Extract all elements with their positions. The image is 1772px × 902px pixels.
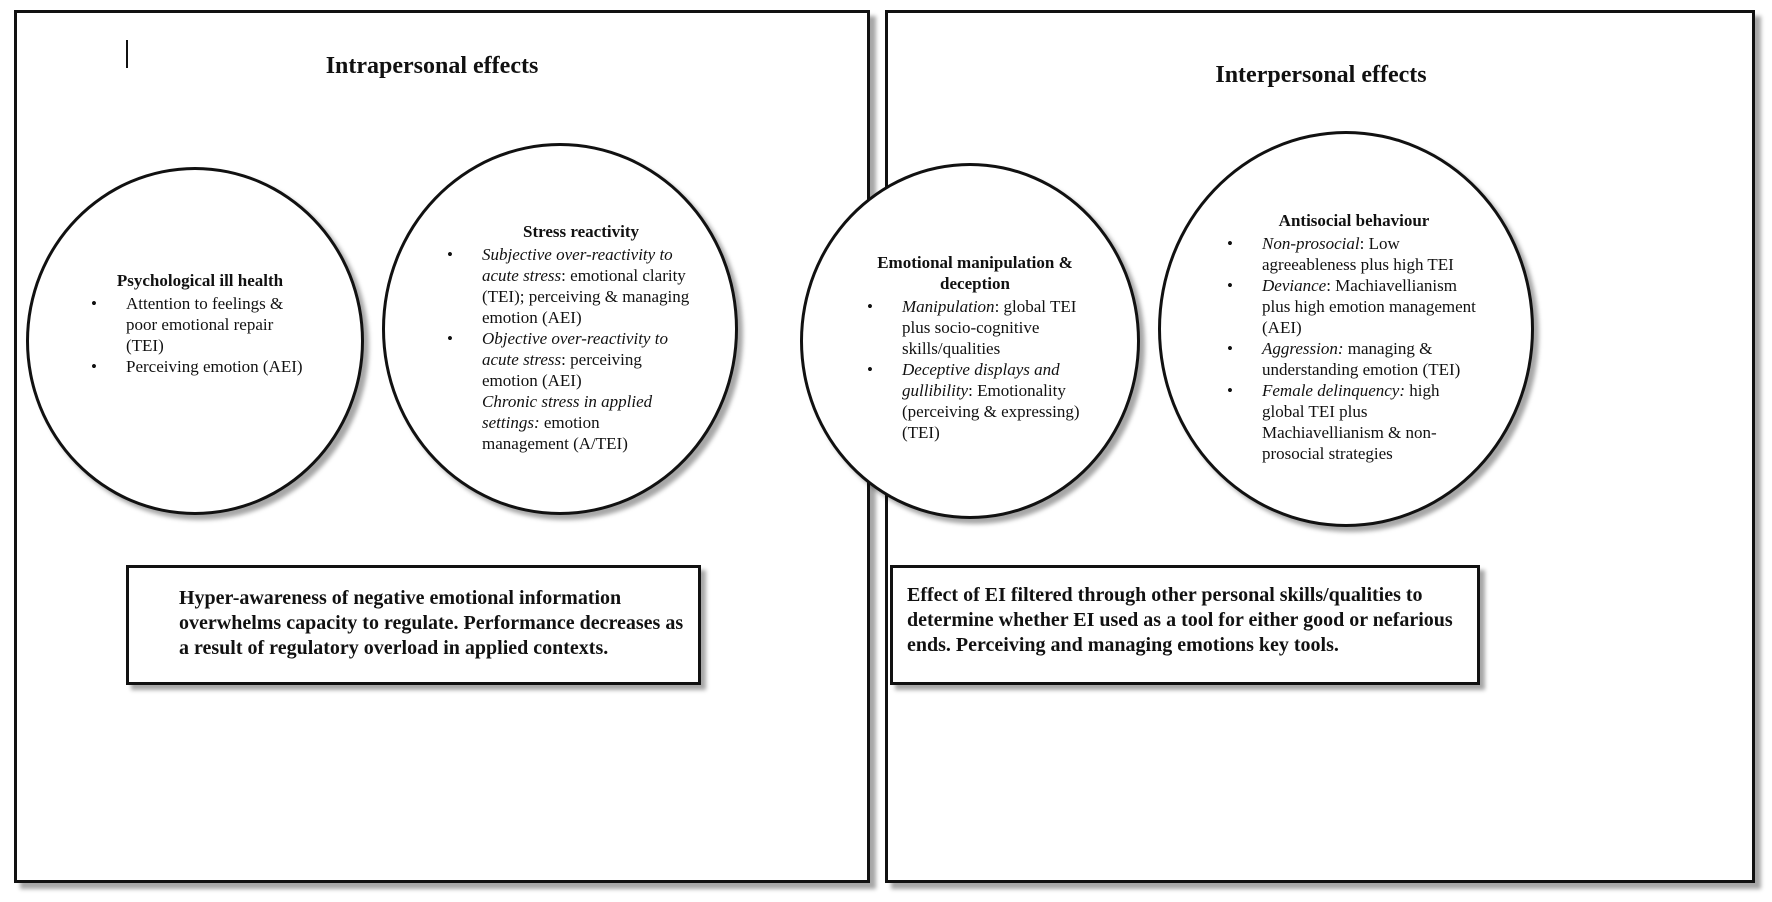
- emotional-manipulation-heading: Emotional manipulation & deception: [877, 253, 1073, 293]
- emotional-manipulation-content: [862, 252, 1088, 443]
- stress-reactivity-content: [442, 221, 690, 454]
- intrapersonal-summary-text: Hyper-awareness of negative emotional information overwhelms capacity to regulate. Performance decreases as a result of regulatory overload in applied contexts.: [179, 587, 684, 659]
- list-item: • Non-prosocial: Low agreeableness plus high TEI: [1222, 233, 1486, 275]
- list-item: • Deviance: Machiavellianism plus high emotion management (AEI): [1222, 275, 1486, 338]
- intrapersonal-title: Intrapersonal effects: [325, 53, 539, 79]
- intrapersonal-summary-box: [126, 565, 701, 685]
- antisocial-behaviour-heading: Antisocial behaviour: [1278, 211, 1430, 230]
- list-item: • Manipulation: global TEI plus socio-cognitive skills/qualities: [862, 296, 1088, 359]
- list-item: • Subjective over-reactivity to acute stress: emotional clarity (TEI); perceiving & managing emotion (AEI): [442, 244, 690, 328]
- list-item: • Aggression: managing & understanding emotion (TEI): [1222, 338, 1486, 380]
- list-item: Chronic stress in applied settings: emotion management (A/TEI): [482, 392, 653, 453]
- psychological-ill-health-content: [86, 270, 314, 377]
- interpersonal-title: Interpersonal effects: [1215, 62, 1427, 88]
- list-item: • Deceptive displays and gullibility: Emotionality (perceiving & expressing) (TEI): [862, 359, 1088, 443]
- list-item: • Attention to feelings & poor emotional repair (TEI): [86, 293, 314, 356]
- list-item: • Perceiving emotion (AEI): [86, 356, 314, 377]
- interpersonal-summary-text: Effect of EI filtered through other personal skills/qualities to determine whether EI used as a tool for either good or nefarious ends. Perceiving and managing emotions key tools.: [907, 584, 1453, 656]
- interpersonal-summary-box: [890, 565, 1480, 685]
- psychological-ill-health-heading: Psychological ill health: [116, 271, 284, 290]
- text-cursor-mark: [126, 40, 128, 68]
- list-item: • Objective over-reactivity to acute stress: perceiving emotion (AEI): [442, 328, 690, 391]
- antisocial-behaviour-content: [1222, 210, 1486, 464]
- stress-reactivity-heading: Stress reactivity: [523, 222, 639, 241]
- list-item: • Female delinquency: high global TEI plus Machiavellianism & non-prosocial strategies: [1222, 380, 1486, 464]
